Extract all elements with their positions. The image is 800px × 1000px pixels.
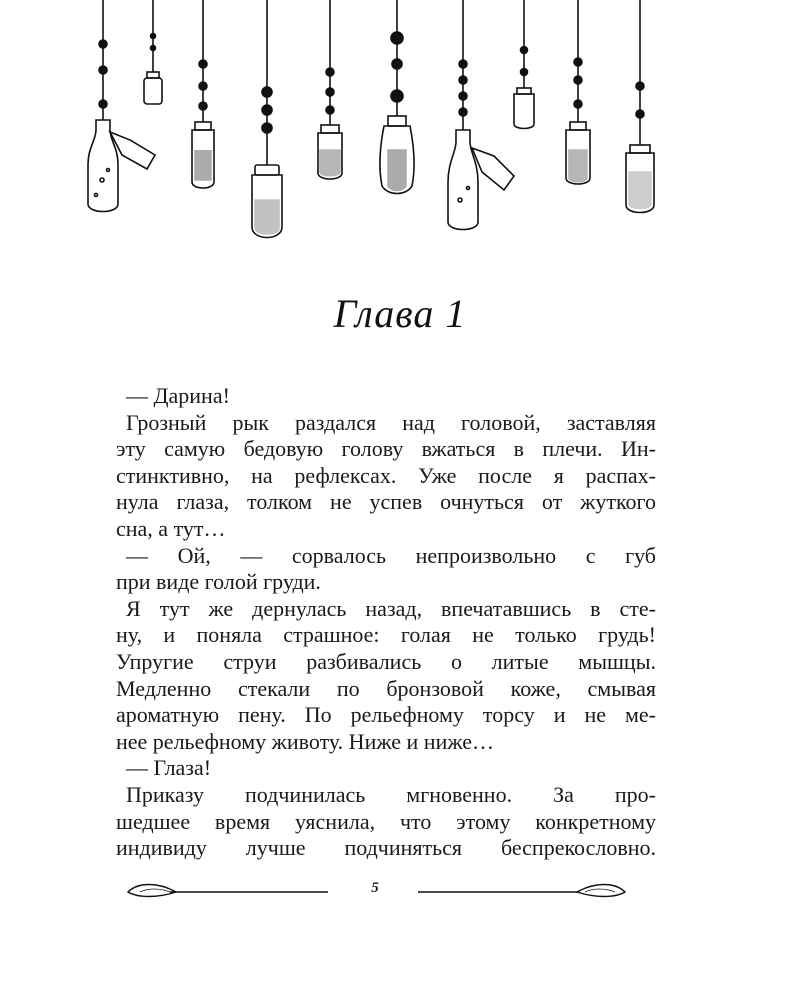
text-line: Приказу подчинилась мгновенно. За про- [126, 781, 656, 807]
text-line: — Дарина! [126, 383, 230, 408]
jar-tall-icon [192, 0, 214, 188]
jar-bottle-tag-icon [448, 0, 514, 230]
text-line: ну, и поняла страшное: голая не только грудь! [116, 622, 656, 648]
hanging-jars-illustration [0, 0, 800, 250]
footer-ornament [0, 870, 800, 910]
text-line: Я тут же дернулась назад, впечатавшись в сте- [126, 595, 656, 621]
text-line: шедшее время уяснила, что этому конкретному [116, 808, 656, 834]
text-line: Упругие струи разбивались о литые мышцы. [116, 648, 656, 674]
text-line: нее рельефному животу. Ниже и ниже… [116, 728, 495, 754]
jar-small-icon [144, 0, 162, 104]
text-line: — Ой, — сорвалось непроизвольно с губ [126, 542, 656, 568]
text-line: Медленно стекали по бронзовой коже, смывая [116, 675, 656, 701]
jar-wide-icon [626, 0, 654, 213]
text-line: ароматную пену. По рельефному торсу и не ме- [116, 702, 656, 728]
paragraph [116, 543, 656, 596]
jar-medium-icon [318, 0, 342, 179]
text-line: Грозный рык раздался над головой, заставляя [126, 409, 656, 435]
text-line: — Глаза! [126, 755, 212, 781]
paragraph [116, 596, 656, 756]
jar-round-icon [252, 0, 282, 238]
text-line: эту самую бедовую голову вжаться в плечи. Ин- [116, 436, 656, 462]
text-line: нула глаза, толком не успев очнуться от жуткого [116, 489, 656, 515]
text-line: индивиду лучше подчиняться беспрекословно. [116, 835, 656, 861]
chapter-title: Глава 1 [333, 291, 467, 336]
text-line: сна, а тут… [116, 515, 226, 541]
chapter-body [116, 383, 656, 862]
paragraph [116, 383, 656, 410]
text-line: при виде голой груди. [116, 569, 321, 595]
jar-large-icon [380, 0, 414, 194]
text-line: стинктивно, на рефлексах. Уже после я распах- [116, 462, 656, 488]
page-number: 5 [371, 880, 379, 896]
jar-slim-icon [566, 0, 590, 184]
paragraph [116, 782, 656, 862]
jar-bottle-icon [88, 0, 155, 212]
paragraph [116, 410, 656, 543]
paragraph [116, 755, 656, 782]
jar-mini-icon [514, 0, 534, 129]
